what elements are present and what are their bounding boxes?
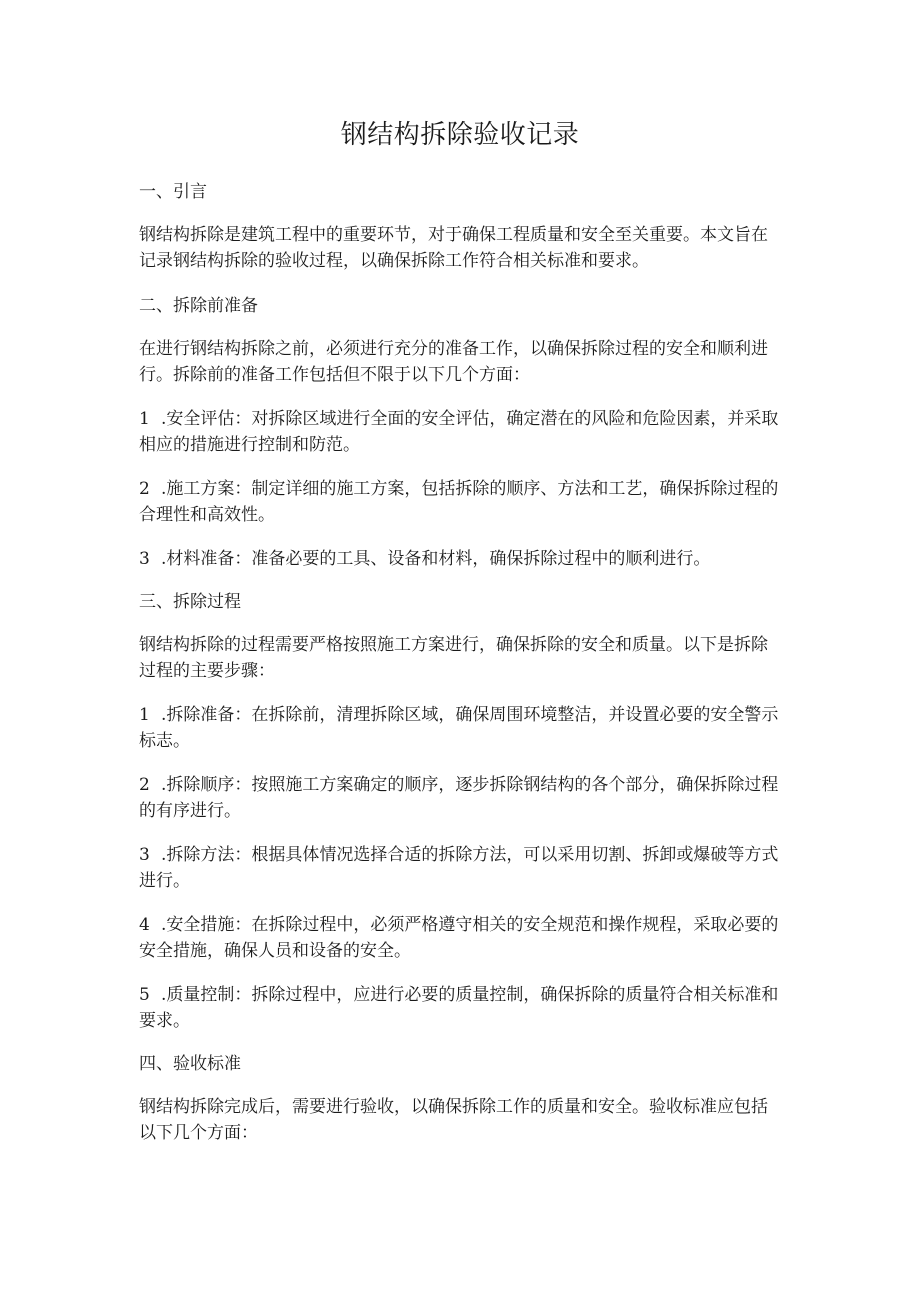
list-item-text: .拆除顺序：按照施工方案确定的顺序，逐步拆除钢结构的各个部分，确保拆除过程的有序进行。 [139,775,779,821]
list-item-text: .拆除方法：根据具体情况选择合适的拆除方法，可以采用切割、拆卸或爆破等方式进行。 [139,845,779,891]
section-paragraph-process: 钢结构拆除的过程需要严格按照施工方案进行，确保拆除的安全和质量。以下是拆除过程的主要步骤： [139,635,768,681]
list-item-number: 2 [139,775,150,795]
list-item-number: 1 [139,409,150,429]
list-item [139,476,784,528]
list-item-number: 3 [139,845,150,865]
section-paragraph-intro: 钢结构拆除是建筑工程中的重要环节，对于确保工程质量和安全至关重要。本文旨在记录钢结构拆除的验收过程，以确保拆除工作符合相关标准和要求。 [139,225,768,271]
list-item-number: 2 [139,479,150,499]
list-item [139,982,784,1034]
list-item-number: 3 [139,549,150,569]
list-item [139,772,784,824]
section-heading-intro: 一、引言 [139,182,207,202]
section-paragraph-acceptance: 钢结构拆除完成后，需要进行验收，以确保拆除工作的质量和安全。验收标准应包括以下几个方面： [139,1097,768,1143]
list-item-text: .安全措施：在拆除过程中，必须严格遵守相关的安全规范和操作规程，采取必要的安全措施，确保人员和设备的安全。 [139,915,779,961]
list-item-text: .拆除准备：在拆除前，清理拆除区域，确保周围环境整洁，并设置必要的安全警示标志。 [139,705,779,751]
list-item-number: 5 [139,985,150,1005]
list-item [139,842,784,894]
list-item-number: 4 [139,915,150,935]
document-title: 钢结构拆除验收记录 [340,120,580,150]
section-heading-acceptance: 四、验收标准 [139,1054,241,1074]
list-item-text: .施工方案：制定详细的施工方案，包括拆除的顺序、方法和工艺，确保拆除过程的合理性和高效性。 [139,479,779,525]
section-heading-preparation: 二、拆除前准备 [139,296,258,316]
section-paragraph-preparation: 在进行钢结构拆除之前，必须进行充分的准备工作，以确保拆除过程的安全和顺利进行。拆除前的准备工作包括但不限于以下几个方面： [139,339,768,385]
list-item-text: .质量控制：拆除过程中，应进行必要的质量控制，确保拆除的质量符合相关标准和要求。 [139,985,779,1031]
list-item-number: 1 [139,705,150,725]
list-item [139,702,784,754]
document-body [139,178,784,1146]
list-item [139,546,784,572]
list-item [139,912,784,964]
list-item-text: .安全评估：对拆除区域进行全面的安全评估，确定潜在的风险和危险因素，并采取相应的措施进行控制和防范。 [139,409,779,455]
list-item [139,406,784,458]
list-item-text: .材料准备：准备必要的工具、设备和材料，确保拆除过程中的顺利进行。 [161,549,711,569]
section-heading-process: 三、拆除过程 [139,592,241,612]
